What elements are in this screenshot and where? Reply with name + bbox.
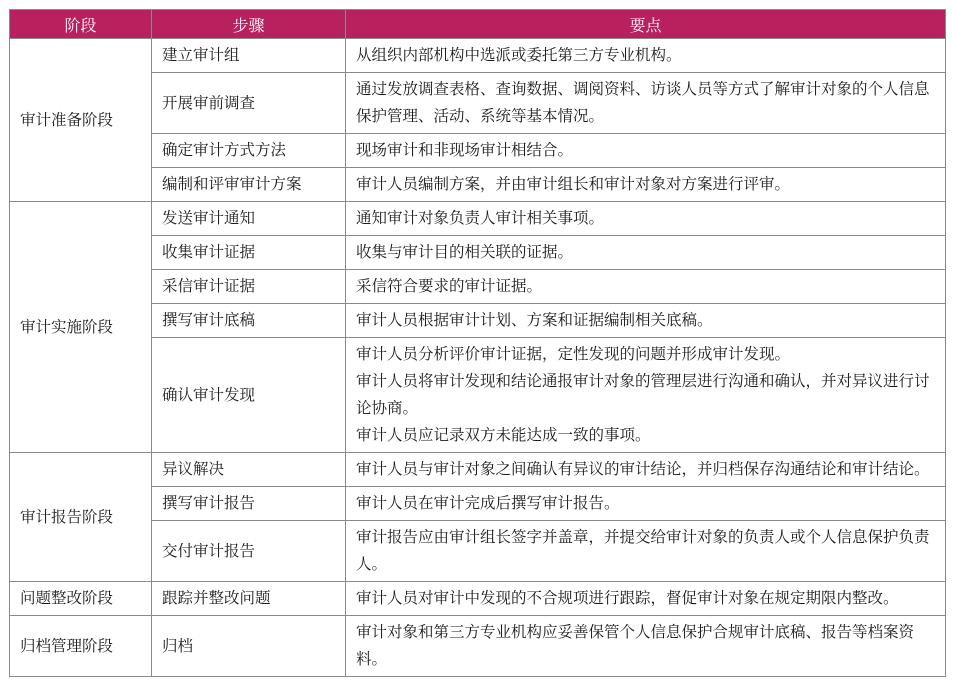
stage-cell: 审计实施阶段 bbox=[10, 202, 152, 453]
point-line: 审计人员将审计发现和结论通报审计对象的管理层进行沟通和确认，并对异议进行讨论协商。 bbox=[356, 372, 930, 417]
point-line: 审计人员分析评价审计证据，定性发现的问题并形成审计发现。 bbox=[356, 345, 791, 363]
points-cell: 审计对象和第三方专业机构应妥善保管个人信息保护合规审计底稿、报告等档案资料。 bbox=[346, 616, 946, 677]
points-cell: 审计人员根据审计计划、方案和证据编制相关底稿。 bbox=[346, 304, 946, 338]
points-cell: 审计人员对审计中发现的不合规项进行跟踪，督促审计对象在规定期限内整改。 bbox=[346, 582, 946, 616]
step-cell: 确定审计方式方法 bbox=[152, 134, 346, 168]
step-cell: 确认审计发现 bbox=[152, 338, 346, 453]
points-cell: 采信符合要求的审计证据。 bbox=[346, 270, 946, 304]
step-cell: 跟踪并整改问题 bbox=[152, 582, 346, 616]
table-row bbox=[10, 616, 946, 677]
points-cell: 收集与审计目的相关联的证据。 bbox=[346, 236, 946, 270]
table-row bbox=[10, 453, 946, 487]
step-cell: 交付审计报告 bbox=[152, 521, 346, 582]
points-cell: 审计人员与审计对象之间确认有异议的审计结论，并归档保存沟通结论和审计结论。 bbox=[346, 453, 946, 487]
points-cell: 从组织内部机构中选派或委托第三方专业机构。 bbox=[346, 39, 946, 73]
step-cell: 收集审计证据 bbox=[152, 236, 346, 270]
points-cell: 审计人员在审计完成后撰写审计报告。 bbox=[346, 487, 946, 521]
step-cell: 撰写审计报告 bbox=[152, 487, 346, 521]
points-cell: 现场审计和非现场审计相结合。 bbox=[346, 134, 946, 168]
step-cell: 归档 bbox=[152, 616, 346, 677]
header-points: 要点 bbox=[346, 10, 946, 39]
header-step: 步骤 bbox=[152, 10, 346, 39]
step-cell: 开展审前调查 bbox=[152, 73, 346, 134]
points-cell: 通知审计对象负责人审计相关事项。 bbox=[346, 202, 946, 236]
points-cell: 通过发放调查表格、查询数据、调阅资料、访谈人员等方式了解审计对象的个人信息保护管理、活动、系统等基本情况。 bbox=[346, 73, 946, 134]
table-row bbox=[10, 39, 946, 73]
table-row bbox=[10, 582, 946, 616]
points-cell: 审计报告应由审计组长签字并盖章，并提交给审计对象的负责人或个人信息保护负责人。 bbox=[346, 521, 946, 582]
step-cell: 异议解决 bbox=[152, 453, 346, 487]
audit-process-table bbox=[9, 9, 946, 677]
stage-cell: 审计准备阶段 bbox=[10, 39, 152, 202]
header-stage: 阶段 bbox=[10, 10, 152, 39]
step-cell: 编制和评审审计方案 bbox=[152, 168, 346, 202]
header-row bbox=[10, 10, 946, 39]
step-cell: 撰写审计底稿 bbox=[152, 304, 346, 338]
points-cell bbox=[346, 338, 946, 453]
stage-cell: 问题整改阶段 bbox=[10, 582, 152, 616]
step-cell: 建立审计组 bbox=[152, 39, 346, 73]
stage-cell: 审计报告阶段 bbox=[10, 453, 152, 582]
step-cell: 采信审计证据 bbox=[152, 270, 346, 304]
points-cell: 审计人员编制方案，并由审计组长和审计对象对方案进行评审。 bbox=[346, 168, 946, 202]
table-row bbox=[10, 202, 946, 236]
point-line: 审计人员应记录双方未能达成一致的事项。 bbox=[356, 426, 651, 444]
stage-cell: 归档管理阶段 bbox=[10, 616, 152, 677]
step-cell: 发送审计通知 bbox=[152, 202, 346, 236]
